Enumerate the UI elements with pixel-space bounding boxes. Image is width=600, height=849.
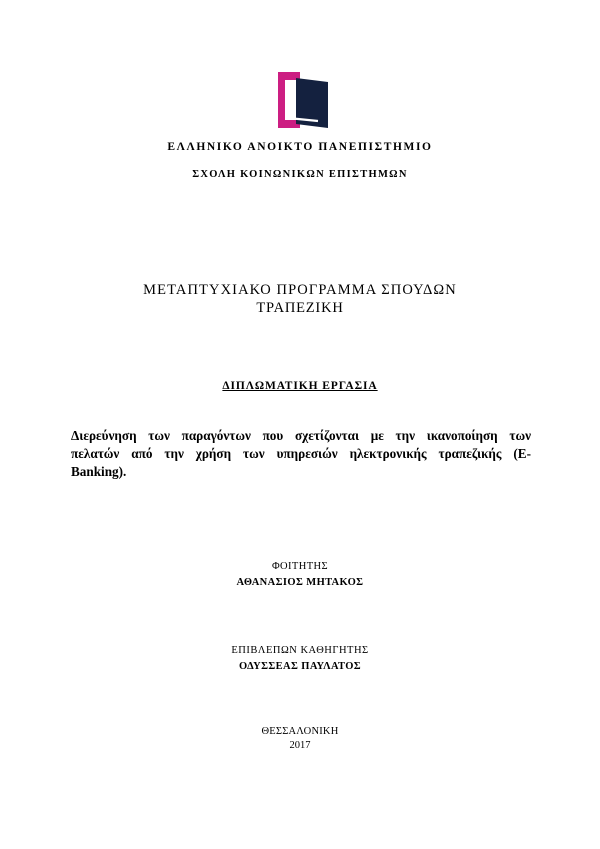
- document-type: ΔΙΠΛΩΜΑΤΙΚΗ ΕΡΓΑΣΙΑ: [222, 380, 378, 392]
- program-name: ΜΕΤΑΠΤΥΧΙΑΚΟ ΠΡΟΓΡΑΜΜΑ ΣΠΟΥΔΩΝ: [143, 282, 457, 298]
- logo-graphic: [276, 72, 328, 128]
- university-name: ΕΛΛΗΝΙΚΟ ΑΝΟΙΚΤΟ ΠΑΝΕΠΙΣΤΗΜΙΟ: [167, 141, 433, 153]
- supervisor-name: ΟΔΥΣΣΕΑΣ ΠΑΥΛΑΤΟΣ: [238, 661, 362, 672]
- thesis-title-line-1: Διερεύνηση των παραγόντων που σχετίζονται με την ικανοποίηση των: [71, 428, 531, 443]
- supervisor-label: ΕΠΙΒΛΕΠΩΝ ΚΑΘΗΓΗΤΗΣ: [231, 645, 369, 656]
- program-specialization: ΤΡΑΠΕΖΙΚΗ: [256, 300, 344, 316]
- thesis-title-line-3: Banking).: [71, 464, 127, 479]
- student-name: ΑΘΑΝΑΣΙΟΣ ΜΗΤΑΚΟΣ: [236, 577, 364, 588]
- thesis-title: [71, 427, 531, 481]
- school-name: ΣΧΟΛΗ ΚΟΙΝΩΝΙΚΩΝ ΕΠΙΣΤΗΜΩΝ: [192, 169, 408, 180]
- city: ΘΕΣΣΑΛΟΝΙΚΗ: [261, 726, 339, 737]
- student-label: ΦΟΙΤΗΤΗΣ: [271, 561, 329, 572]
- university-logo-icon: [276, 72, 328, 128]
- year: 2017: [289, 740, 311, 751]
- thesis-title-line-2: πελατών από την χρήση των υπηρεσιών ηλεκτρονικής τραπεζικής (E-: [71, 446, 531, 461]
